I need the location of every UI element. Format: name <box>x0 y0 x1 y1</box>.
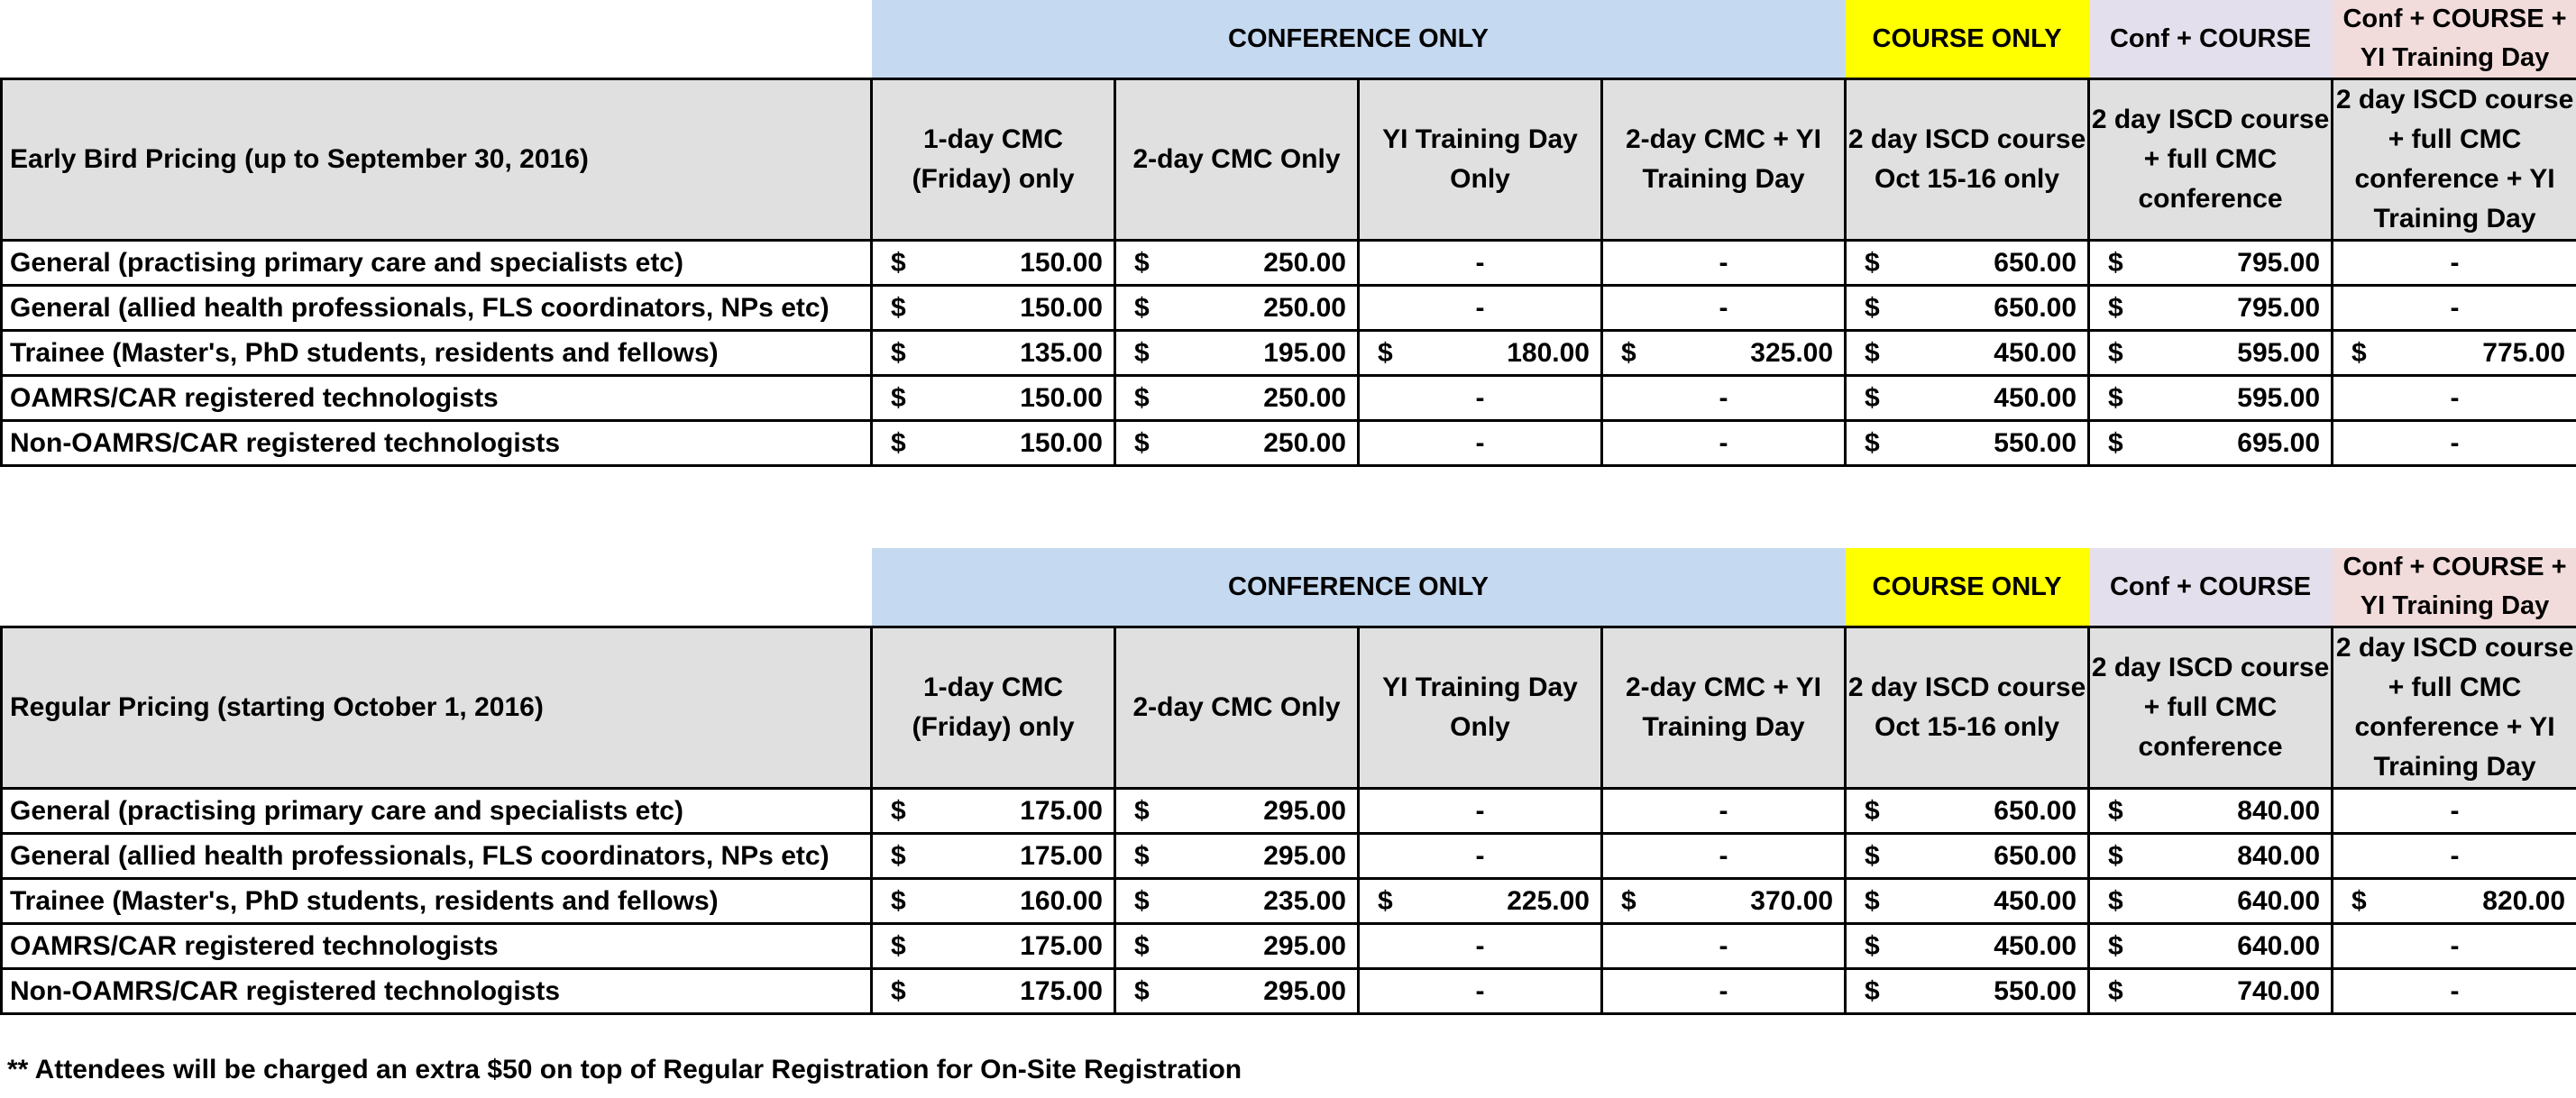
price-value: 250.00 <box>1263 292 1346 323</box>
currency-symbol: $ <box>891 840 906 871</box>
price-amount <box>1603 338 1844 369</box>
price-amount <box>1847 931 2087 962</box>
price-cell <box>872 789 1115 834</box>
price-amount <box>1847 383 2087 414</box>
price-value: 325.00 <box>1750 337 1834 368</box>
price-value: 175.00 <box>1020 840 1103 871</box>
price-cell <box>1846 969 2089 1014</box>
price-value: 595.00 <box>2237 382 2321 413</box>
price-cell-empty: - <box>2333 924 2576 969</box>
price-cell-empty: - <box>1602 924 1846 969</box>
early-bird-pricing-table <box>0 0 2576 467</box>
row-label: OAMRS/CAR registered technologists <box>2 924 872 969</box>
price-cell <box>2089 241 2333 286</box>
currency-symbol: $ <box>1134 427 1150 458</box>
currency-symbol: $ <box>891 382 906 413</box>
price-value: 775.00 <box>2482 337 2566 368</box>
price-value: 250.00 <box>1263 247 1346 278</box>
column-header: YI Training Day Only <box>1359 79 1602 241</box>
table-row <box>2 286 2576 331</box>
currency-symbol: $ <box>1865 930 1880 961</box>
price-amount <box>2090 886 2331 917</box>
price-cell-empty: - <box>2333 286 2576 331</box>
price-amount <box>2333 338 2576 369</box>
currency-symbol: $ <box>1865 975 1880 1006</box>
column-header: 2 day ISCD course Oct 15-16 only <box>1846 627 2089 789</box>
price-cell-empty: - <box>1359 834 1602 879</box>
currency-symbol: $ <box>1865 885 1880 916</box>
table-body <box>2 548 2576 1014</box>
column-header: 2 day ISCD course Oct 15-16 only <box>1846 79 2089 241</box>
price-cell-empty: - <box>2333 421 2576 466</box>
price-value: 180.00 <box>1507 337 1590 368</box>
table-body <box>2 0 2576 466</box>
column-header: YI Training Day Only <box>1359 627 1602 789</box>
price-cell <box>1846 421 2089 466</box>
price-cell <box>1846 331 2089 376</box>
price-value: 840.00 <box>2237 840 2321 871</box>
currency-symbol: $ <box>891 247 906 278</box>
price-amount <box>1847 796 2087 827</box>
currency-symbol: $ <box>891 930 906 961</box>
currency-symbol: $ <box>1378 337 1393 368</box>
price-value: 550.00 <box>1994 427 2077 458</box>
table-title: Early Bird Pricing (up to September 30, 2016) <box>2 79 872 241</box>
price-cell <box>872 969 1115 1014</box>
price-amount <box>1847 293 2087 324</box>
price-value: 650.00 <box>1994 292 2077 323</box>
price-value: 150.00 <box>1020 427 1103 458</box>
price-amount <box>2090 976 2331 1007</box>
price-value: 450.00 <box>1994 382 2077 413</box>
currency-symbol: $ <box>891 292 906 323</box>
price-amount <box>873 428 1114 459</box>
price-value: 795.00 <box>2237 292 2321 323</box>
price-cell <box>2089 789 2333 834</box>
price-cell <box>1115 969 1359 1014</box>
price-value: 450.00 <box>1994 337 2077 368</box>
currency-symbol: $ <box>2108 337 2123 368</box>
price-cell-empty: - <box>2333 969 2576 1014</box>
price-value: 160.00 <box>1020 885 1103 916</box>
currency-symbol: $ <box>1134 382 1150 413</box>
currency-symbol: $ <box>2108 427 2123 458</box>
price-cell <box>1115 924 1359 969</box>
price-value: 195.00 <box>1263 337 1346 368</box>
table-row <box>2 331 2576 376</box>
price-value: 295.00 <box>1263 795 1346 826</box>
group-header-conference-only: CONFERENCE ONLY <box>872 548 1846 627</box>
currency-symbol: $ <box>2108 840 2123 871</box>
table-row <box>2 834 2576 879</box>
price-amount <box>1116 976 1357 1007</box>
price-value: 295.00 <box>1263 975 1346 1006</box>
price-cell <box>2089 834 2333 879</box>
price-amount <box>1847 976 2087 1007</box>
price-cell-empty: - <box>2333 789 2576 834</box>
currency-symbol: $ <box>2108 795 2123 826</box>
price-amount <box>1116 248 1357 279</box>
price-cell <box>1115 331 1359 376</box>
price-amount <box>1116 293 1357 324</box>
table-row <box>2 376 2576 421</box>
price-cell <box>872 286 1115 331</box>
price-cell <box>1846 879 2089 924</box>
price-amount <box>1847 886 2087 917</box>
column-header: 2 day ISCD course + full CMC conference + YI Training Day <box>2333 627 2576 789</box>
price-amount <box>1116 796 1357 827</box>
price-amount <box>873 248 1114 279</box>
regular-pricing-table <box>0 548 2576 1015</box>
price-cell <box>872 421 1115 466</box>
price-amount <box>873 293 1114 324</box>
price-amount <box>873 931 1114 962</box>
price-cell <box>2089 376 2333 421</box>
currency-symbol: $ <box>1865 292 1880 323</box>
price-amount <box>2333 886 2576 917</box>
on-site-registration-footnote: ** Attendees will be charged an extra $50 on top of Regular Registration for On-Site Registration <box>7 1055 1242 1084</box>
price-cell <box>1846 241 2089 286</box>
price-cell-empty: - <box>1602 241 1846 286</box>
currency-symbol: $ <box>1134 930 1150 961</box>
price-cell <box>1115 286 1359 331</box>
price-value: 370.00 <box>1750 885 1834 916</box>
price-cell-empty: - <box>1359 421 1602 466</box>
table-row <box>2 879 2576 924</box>
price-cell <box>1115 789 1359 834</box>
price-cell <box>872 241 1115 286</box>
row-label: Non-OAMRS/CAR registered technologists <box>2 969 872 1014</box>
currency-symbol: $ <box>2108 292 2123 323</box>
column-header: 2 day ISCD course + full CMC conference <box>2089 627 2333 789</box>
price-amount <box>2090 383 2331 414</box>
price-amount <box>2090 293 2331 324</box>
row-label: Non-OAMRS/CAR registered technologists <box>2 421 872 466</box>
column-header-row <box>2 79 2576 241</box>
price-value: 595.00 <box>2237 337 2321 368</box>
price-cell <box>1359 331 1602 376</box>
price-cell <box>2089 286 2333 331</box>
price-cell <box>2089 879 2333 924</box>
currency-symbol: $ <box>1865 382 1880 413</box>
row-label: General (allied health professionals, FLS coordinators, NPs etc) <box>2 834 872 879</box>
price-amount <box>2090 428 2331 459</box>
price-cell-empty: - <box>1359 789 1602 834</box>
price-cell <box>1846 834 2089 879</box>
price-amount <box>2090 841 2331 872</box>
price-value: 235.00 <box>1263 885 1346 916</box>
row-label: Trainee (Master's, PhD students, residents and fellows) <box>2 331 872 376</box>
price-amount <box>1847 841 2087 872</box>
price-cell <box>1602 331 1846 376</box>
currency-symbol: $ <box>2351 885 2367 916</box>
price-amount <box>1116 931 1357 962</box>
currency-symbol: $ <box>1134 885 1150 916</box>
price-value: 225.00 <box>1507 885 1590 916</box>
price-amount <box>1116 841 1357 872</box>
column-header: 2 day ISCD course + full CMC conference + YI Training Day <box>2333 79 2576 241</box>
currency-symbol: $ <box>891 975 906 1006</box>
price-value: 550.00 <box>1994 975 2077 1006</box>
price-amount <box>1116 338 1357 369</box>
price-cell-empty: - <box>1359 241 1602 286</box>
price-value: 640.00 <box>2237 885 2321 916</box>
column-header: 2-day CMC Only <box>1115 79 1359 241</box>
price-value: 150.00 <box>1020 292 1103 323</box>
price-cell-empty: - <box>1602 286 1846 331</box>
currency-symbol: $ <box>1134 840 1150 871</box>
price-value: 650.00 <box>1994 247 2077 278</box>
price-cell-empty: - <box>1359 924 1602 969</box>
price-cell <box>1846 286 2089 331</box>
price-amount <box>1116 886 1357 917</box>
row-label: Trainee (Master's, PhD students, residents and fellows) <box>2 879 872 924</box>
price-cell <box>1115 879 1359 924</box>
currency-symbol: $ <box>1134 247 1150 278</box>
price-cell <box>2089 421 2333 466</box>
table-row <box>2 924 2576 969</box>
price-cell <box>2333 879 2576 924</box>
column-header: 2-day CMC + YI Training Day <box>1602 627 1846 789</box>
price-cell-empty: - <box>1359 969 1602 1014</box>
price-cell <box>1115 241 1359 286</box>
price-value: 695.00 <box>2237 427 2321 458</box>
group-header-conference-only: CONFERENCE ONLY <box>872 0 1846 79</box>
price-value: 150.00 <box>1020 382 1103 413</box>
currency-symbol: $ <box>2351 337 2367 368</box>
table-row <box>2 969 2576 1014</box>
price-amount <box>1603 886 1844 917</box>
price-value: 795.00 <box>2237 247 2321 278</box>
group-header-conf-course: Conf + COURSE <box>2089 548 2333 627</box>
price-cell <box>2333 331 2576 376</box>
column-header-row <box>2 627 2576 789</box>
price-cell <box>872 924 1115 969</box>
price-value: 450.00 <box>1994 885 2077 916</box>
price-amount <box>873 841 1114 872</box>
price-cell <box>872 331 1115 376</box>
currency-symbol: $ <box>2108 382 2123 413</box>
price-value: 740.00 <box>2237 975 2321 1006</box>
price-amount <box>1360 886 1600 917</box>
price-cell-empty: - <box>1602 421 1846 466</box>
price-cell <box>1359 879 1602 924</box>
price-amount <box>1847 338 2087 369</box>
column-header: 2-day CMC + YI Training Day <box>1602 79 1846 241</box>
group-header-conf-course-yi: Conf + COURSE + YI Training Day <box>2333 548 2576 627</box>
group-header-blank <box>2 0 872 79</box>
currency-symbol: $ <box>1134 292 1150 323</box>
table-row <box>2 241 2576 286</box>
price-cell <box>1115 834 1359 879</box>
price-value: 175.00 <box>1020 975 1103 1006</box>
currency-symbol: $ <box>891 427 906 458</box>
price-amount <box>1116 383 1357 414</box>
price-value: 650.00 <box>1994 840 2077 871</box>
table-title: Regular Pricing (starting October 1, 2016) <box>2 627 872 789</box>
price-value: 650.00 <box>1994 795 2077 826</box>
price-amount <box>873 886 1114 917</box>
price-value: 175.00 <box>1020 795 1103 826</box>
price-cell-empty: - <box>1602 376 1846 421</box>
group-header-conf-course: Conf + COURSE <box>2089 0 2333 79</box>
price-value: 295.00 <box>1263 840 1346 871</box>
price-amount <box>873 976 1114 1007</box>
column-header: 2-day CMC Only <box>1115 627 1359 789</box>
currency-symbol: $ <box>891 337 906 368</box>
price-cell-empty: - <box>2333 376 2576 421</box>
price-cell <box>1846 376 2089 421</box>
price-value: 150.00 <box>1020 247 1103 278</box>
price-value: 135.00 <box>1020 337 1103 368</box>
currency-symbol: $ <box>1621 337 1636 368</box>
currency-symbol: $ <box>891 795 906 826</box>
price-cell <box>872 376 1115 421</box>
group-header-row <box>2 0 2576 79</box>
price-cell <box>1115 376 1359 421</box>
currency-symbol: $ <box>1134 337 1150 368</box>
currency-symbol: $ <box>1134 795 1150 826</box>
price-cell <box>1115 421 1359 466</box>
price-value: 820.00 <box>2482 885 2566 916</box>
table-row <box>2 421 2576 466</box>
price-cell-empty: - <box>1602 834 1846 879</box>
price-amount <box>2090 338 2331 369</box>
price-amount <box>873 796 1114 827</box>
price-value: 450.00 <box>1994 930 2077 961</box>
table-row <box>2 789 2576 834</box>
group-header-course-only: COURSE ONLY <box>1846 0 2089 79</box>
group-header-conf-course-yi: Conf + COURSE + YI Training Day <box>2333 0 2576 79</box>
price-value: 175.00 <box>1020 930 1103 961</box>
currency-symbol: $ <box>2108 885 2123 916</box>
currency-symbol: $ <box>891 885 906 916</box>
price-amount <box>1360 338 1600 369</box>
currency-symbol: $ <box>2108 930 2123 961</box>
currency-symbol: $ <box>1865 337 1880 368</box>
price-value: 250.00 <box>1263 382 1346 413</box>
price-cell <box>1602 879 1846 924</box>
price-cell-empty: - <box>1359 286 1602 331</box>
price-value: 295.00 <box>1263 930 1346 961</box>
price-amount <box>1847 248 2087 279</box>
row-label: OAMRS/CAR registered technologists <box>2 376 872 421</box>
price-amount <box>2090 248 2331 279</box>
price-amount <box>873 383 1114 414</box>
row-label: General (practising primary care and specialists etc) <box>2 241 872 286</box>
currency-symbol: $ <box>2108 247 2123 278</box>
price-value: 840.00 <box>2237 795 2321 826</box>
group-header-course-only: COURSE ONLY <box>1846 548 2089 627</box>
row-label: General (practising primary care and specialists etc) <box>2 789 872 834</box>
price-amount <box>1847 428 2087 459</box>
price-cell-empty: - <box>2333 834 2576 879</box>
group-header-row <box>2 548 2576 627</box>
price-cell <box>872 879 1115 924</box>
price-cell-empty: - <box>1602 789 1846 834</box>
price-cell-empty: - <box>1602 969 1846 1014</box>
column-header: 2 day ISCD course + full CMC conference <box>2089 79 2333 241</box>
price-cell <box>872 834 1115 879</box>
price-cell <box>1846 924 2089 969</box>
price-cell <box>2089 969 2333 1014</box>
price-value: 250.00 <box>1263 427 1346 458</box>
currency-symbol: $ <box>1378 885 1393 916</box>
price-cell-empty: - <box>1359 376 1602 421</box>
row-label: General (allied health professionals, FLS coordinators, NPs etc) <box>2 286 872 331</box>
currency-symbol: $ <box>1865 795 1880 826</box>
price-cell <box>1846 789 2089 834</box>
price-amount <box>1116 428 1357 459</box>
column-header: 1-day CMC (Friday) only <box>872 627 1115 789</box>
price-cell <box>2089 924 2333 969</box>
price-value: 640.00 <box>2237 930 2321 961</box>
price-cell-empty: - <box>2333 241 2576 286</box>
price-amount <box>873 338 1114 369</box>
price-cell <box>2089 331 2333 376</box>
currency-symbol: $ <box>1134 975 1150 1006</box>
price-amount <box>2090 931 2331 962</box>
currency-symbol: $ <box>1865 840 1880 871</box>
group-header-blank <box>2 548 872 627</box>
currency-symbol: $ <box>1865 247 1880 278</box>
currency-symbol: $ <box>1865 427 1880 458</box>
price-amount <box>2090 796 2331 827</box>
currency-symbol: $ <box>1621 885 1636 916</box>
column-header: 1-day CMC (Friday) only <box>872 79 1115 241</box>
currency-symbol: $ <box>2108 975 2123 1006</box>
